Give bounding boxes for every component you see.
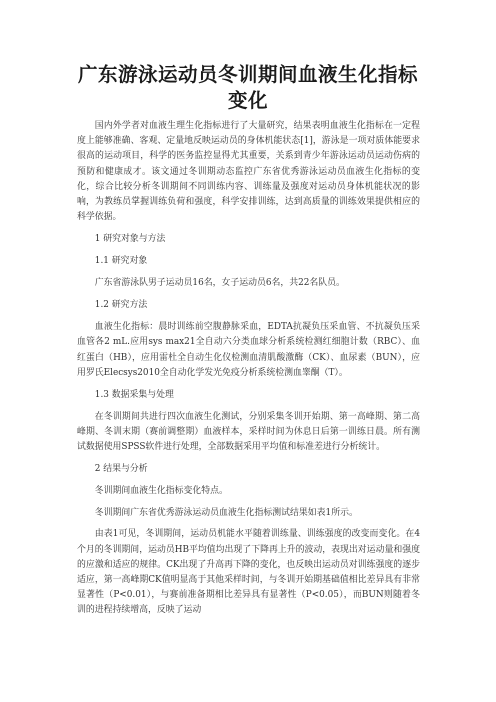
- subsection-heading: 1.3 数据采集与处理: [94, 389, 174, 400]
- paragraph: 广东省游泳队男子运动员16名，女子运动员6名，共22名队员。: [94, 278, 345, 289]
- paragraph: 冬训期间血液生化指标变化特点。: [94, 486, 228, 497]
- document-title: 广东游泳运动员冬训期间血液生化指标变化: [77, 63, 418, 112]
- document-body: [77, 119, 420, 625]
- subsection-heading: 1.2 研究方法: [94, 300, 148, 311]
- paragraph: 在冬训期间共进行四次血液生化测试，分别采集冬训开始期、第一高峰期、第二高峰期、冬训末期（赛前调整期）血液样本，采样时间为休息日后第一训练日晨。所有测试数据使用SPSS软件进行处理，全部数据采用平均值和标准差进行分析统计。: [77, 411, 420, 453]
- subsection-heading: 1.1 研究对象: [94, 256, 148, 267]
- intro-paragraph: 国内外学者对血液生理生化指标进行了大量研究，结果表明血液生化指标在一定程度上能够准确、客观、定量地反映运动员的身体机能状态[1]，游泳是一项对质体能要求很高的运动项目，科学的医务监控显得尤其重要，关系到青少年游泳运动员运动伤病的预防和健康成才。该文通过冬训期动态监控广东省优秀游泳运动员血液生化指标的变化，综合比较分析冬训期间不同训练内容、训练量及强度对运动员身体机能状况的影响，为教练员掌握训练负荷和强度，科学安排训练，达到高质量的训练效果提供相应的科学依据。: [77, 121, 420, 223]
- paragraph: 血液生化指标：晨时训练前空腹静脉采血，EDTA抗凝负压采血管、不抗凝负压采血管各2 mL.应用sys max21全自动六分类血球分析系统检测红细胞计数（RBC）、血红蛋白（HB），应用雷杜全自动生化仪检测血清肌酸激酶（CK）、血尿素（BUN），应用罗氏Elecsys2010全自动化学发光免疫分析系统检测血睾酮（T）。: [77, 322, 420, 378]
- paragraph: 冬训期间广东省优秀游泳运动员血液生化指标测试结果如表1所示。: [94, 507, 358, 518]
- section-heading: 2 结果与分析: [94, 463, 148, 474]
- section-heading: 1 研究对象与方法: [94, 233, 166, 244]
- paragraph: 由表1可见，冬训期间，运动员机能水平随着训练量、训练强度的改变而变化。在4个月的冬训期间，运动员HB平均值均出现了下降再上升的波动，表现出对运动量和强度的应激和适应的规律。CK出现了升高再下降的变化，也反映出运动员对训练强度的逐步适应，第一高峰期CK值明显高于其他采样时间，与冬训开始期基础值相比差异具有非常显著性（P<0.01），与赛前准备期相比差异具有显著性（P<0.05），而BUN则随着冬训的进程持续增高，反映了运动: [77, 529, 420, 616]
